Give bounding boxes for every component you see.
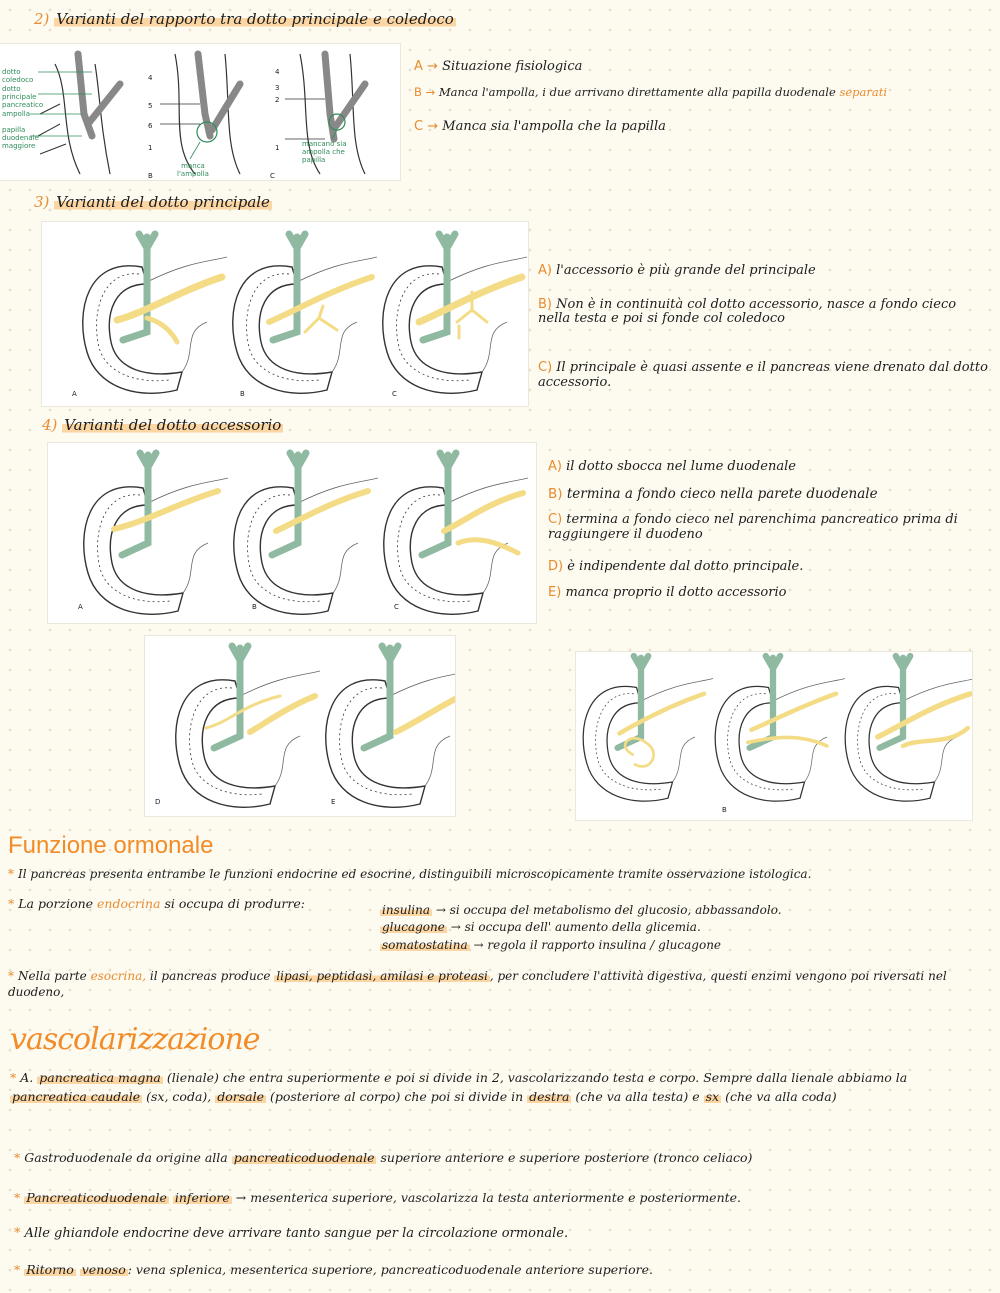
number-label: 5 [148,102,153,110]
note-text: Manca sia l'ampolla che la papilla [442,119,666,134]
number-label: 4 [275,68,280,76]
fig2-note-b [538,298,958,326]
panel-a-drawing [83,234,227,393]
note-text: il dotto sbocca nel lume duodenale [566,459,796,474]
hormone-name: somatostatina [382,938,468,952]
highlight-destra: destra [529,1089,570,1104]
panel-b-drawing [234,453,378,614]
fig3-note-e [548,584,998,601]
number-label: 6 [148,122,153,130]
note-letter: B) [548,486,563,502]
panel-c-drawing [383,234,527,393]
vasc-paragraph-1 [10,1068,985,1106]
arrow-icon: → [427,59,438,74]
figure-3-top-drawing [48,443,536,623]
note-letter: D) [548,559,564,574]
text: A. [20,1070,34,1085]
note-text: Non è in continuità col dotto accessorio, nasce a fondo cieco nella testa e poi si fonde col coledoco [538,297,957,326]
note-text: Il principale è quasi assente e il pancreas viene drenato dal dotto accessorio. [538,360,988,390]
panel-letter: D [155,798,161,806]
panel-b-drawing [160,54,240,174]
highlight-dorsale: dorsale [217,1089,264,1104]
label-papilla: papilla duodenale maggiore [2,126,39,150]
section-3-title [34,193,272,211]
label-dotto-coledoco: dotto coledoco [2,68,34,84]
text: → mesenterica superiore, vascolarizza la testa anteriormente e posteriormente. [235,1190,742,1205]
fig2-note-c [538,360,988,390]
panel-letter: C [270,172,275,180]
figure-3-extra [576,652,972,820]
panel-letter: B [722,806,727,814]
note-letter: A) [548,459,562,474]
vasc-paragraph-2 [14,1150,989,1166]
note-text: termina a fondo cieco nel parenchima pancreatico prima di raggiungere il duodeno [548,512,958,542]
text: Gastroduodenale da origine alla [24,1150,228,1165]
fig3-note-b [548,486,998,503]
panel-letter: A [78,603,83,611]
label-manca-ampolla-papilla: mancano sia ampolla che papilla [302,140,347,164]
panel-a-drawing [84,453,228,614]
arrow-icon: → [450,920,461,934]
note-text: Manca l'ampolla, i due arrivano direttamente alla papilla duodenale [438,85,836,99]
ormonale-paragraph-1 [8,866,998,882]
asterisk-icon: * [8,867,14,881]
paragraph-text: Il pancreas presenta entrambe le funzioni endocrine ed esocrine, distinguibili microscopicamente tramite osservazione istologica. [18,867,812,881]
asterisk-icon: * [14,1226,21,1241]
hormone-name: insulina [382,903,431,917]
panel-letter: C [392,390,397,398]
note-letter: E) [548,585,562,600]
highlight-venoso: venoso [81,1262,126,1277]
text: Nella parte [18,969,87,983]
text: (lienale) che entra superiormente e poi si divide in 2, vascolarizzando testa e corpo. Sempre dalla lienale abbiamo la [166,1070,908,1085]
figure-3-extra-drawing [576,652,972,820]
note-text: termina a fondo cieco nella parete duodenale [566,486,878,502]
hormone-text: si occupa dell' aumento della glicemia. [464,920,701,934]
ormonale-paragraph-2 [8,896,305,912]
panel-e-drawing [326,646,455,807]
highlight-esocrina: esocrina, [90,969,147,983]
arrow-icon: → [473,938,484,952]
arrow-icon: → [435,903,446,917]
asterisk-icon: * [10,1070,17,1085]
fig3-note-c [548,512,988,542]
fig3-note-a [548,458,998,475]
figure-2-drawing [42,222,528,406]
hormone-name: glucagone [382,920,445,934]
note-letter: B [414,85,422,99]
label-dotto-principale: dotto principale pancreatico [2,85,44,109]
section-number: 4) [42,416,58,434]
section-number: 2) [34,10,50,28]
text: : vena splenica, mesenterica superiore, pancreaticoduodenale anteriore superiore. [127,1262,653,1277]
panel-letter: B [240,390,245,398]
vascolarizzazione-title: vascolarizzazione [10,1022,260,1057]
text: il pancreas produce [149,969,271,983]
hormone-text: regola il rapporto insulina / glucagone [487,938,722,952]
hormone-insulina [380,902,782,918]
arrow-icon: → [427,119,439,134]
panel-letter: C [394,603,399,611]
funzione-ormonale-title: Funzione ormonale [8,832,214,859]
figure-3-bottom-drawing [145,636,455,816]
text: La porzione [18,896,94,911]
number-label: 1 [148,144,153,152]
fig3-note-d [548,558,998,575]
asterisk-icon: * [14,1262,21,1277]
fig1-note-c [414,118,666,135]
arrow-icon: → [425,85,436,99]
number-label: 2 [275,96,280,104]
panel-b-drawing [233,234,377,393]
highlight-pancreatica-magna: pancreatica magna [39,1070,161,1085]
vasc-paragraph-3 [14,1190,989,1206]
fig1-note-b [414,84,887,101]
panel-extra-3 [845,656,972,801]
hormone-glucagone [380,919,701,935]
note-letter: C) [548,512,563,527]
label-ampolla: ampolla [2,110,31,118]
note-highlight: separati [839,85,888,99]
figure-3-top [48,443,536,623]
note-text: l'accessorio è più grande del principale [556,263,816,278]
asterisk-icon: * [14,1190,21,1205]
number-label: 4 [148,74,153,82]
text: superiore anteriore e superiore posteriore (tronco celiaco) [380,1150,753,1165]
vasc-paragraph-5 [14,1262,989,1278]
fig2-note-a [538,262,988,279]
panel-letter: B [148,172,153,180]
text: (che va alla coda) [725,1089,837,1104]
text: Alle ghiandole endocrine deve arrivare tanto sangue per la circolazione ormonale. [24,1226,569,1241]
asterisk-icon: * [8,969,14,983]
section-title-text: Varianti del dotto principale [56,193,270,211]
panel-letter: A [72,390,77,398]
label-manca-ampolla: manca l'ampolla [177,162,209,178]
figure-1 [0,44,400,180]
panel-extra-1 [583,656,713,801]
section-4-title [42,416,283,434]
panel-d-drawing [176,646,320,807]
fig1-note-a [414,58,582,75]
highlight-sx: sx [705,1089,720,1104]
note-text: è indipendente dal dotto principale. [567,559,804,574]
text: si occupa di produrre: [164,896,305,911]
panel-extra-2 [715,656,845,801]
asterisk-icon: * [8,896,15,911]
highlight-pancreaticoduodenale: Pancreaticoduodenale [26,1190,167,1205]
figure-3-bottom [145,636,455,816]
note-letter: B) [538,297,552,312]
note-letter: A [414,59,423,74]
note-text: Situazione fisiologica [442,59,583,74]
highlight-ritorno: Ritorno [26,1262,74,1277]
panel-letter: B [252,603,257,611]
asterisk-icon: * [14,1150,21,1165]
text: , per concludere l'attività digestiva, questi enzimi vengono poi riversati nel duodeno, [8,969,947,999]
text: (posteriore al corpo) che poi si divide in [269,1089,524,1104]
highlight-pancreaticoduodenale: pancreaticoduodenale [233,1150,375,1165]
section-title-text: Varianti del rapporto tra dotto principale e coledoco [56,10,454,28]
panel-c-drawing [384,453,528,614]
note-letter: C) [538,360,553,375]
note-letter: A) [538,263,552,278]
section-title-text: Varianti del dotto accessorio [64,416,282,434]
panel-letter: E [331,798,336,806]
hormone-somatostatina [380,937,721,953]
highlight-inferiore: inferiore [174,1190,230,1205]
ormonale-paragraph-3 [8,968,993,1000]
number-label: 3 [275,84,280,92]
section-2-title [34,10,456,28]
text: (che va alla testa) e [575,1089,700,1104]
highlight-endocrina: endocrina [97,896,161,911]
figure-2 [42,222,528,406]
highlight-pancreatica-caudale: pancreatica caudale [12,1089,141,1104]
number-label: 1 [275,144,280,152]
highlight-enzimi: lipasi, peptidasi, amilasi e proteasi [276,969,488,983]
note-text: manca proprio il dotto accessorio [565,585,787,600]
section-number: 3) [34,193,50,211]
text: (sx, coda), [146,1089,212,1104]
note-letter: C [414,119,424,134]
vasc-paragraph-4 [14,1226,989,1242]
hormone-text: si occupa del metabolismo del glucosio, abbassandolo. [449,903,782,917]
